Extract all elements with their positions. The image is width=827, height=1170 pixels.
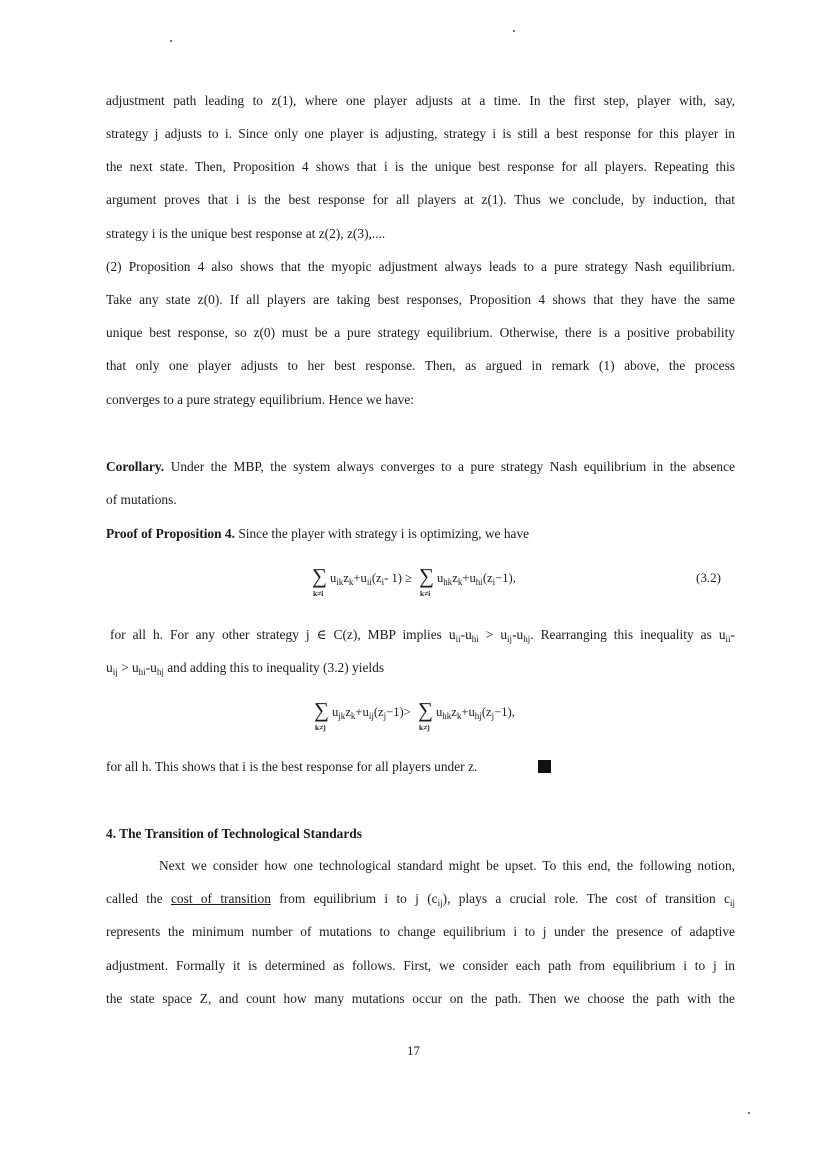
body-line: unique best response, so z(0) must be a pure strategy equilibrium. Otherwise, there is a positive probability — [106, 325, 735, 340]
equation-left-side: $u_{jk}z_k+u_{ij}(z_j-1)>$ — [332, 705, 411, 721]
scan-speck — [748, 1112, 750, 1114]
body-line: strategy i is the unique best response at z(2), z(3),.... — [106, 226, 386, 241]
sum-symbol: ∑ — [418, 698, 433, 722]
sum-symbol: ∑ — [314, 698, 329, 722]
equation-right-side: $u_{hk}z_k+u_{hj}(z_j-1)$, — [436, 705, 515, 721]
section-heading: 4. The Transition of Technological Standards — [106, 826, 362, 841]
body-line: called the cost of transition from equilibrium i to j $(c_{ij})$, plays a crucial role. The cost of transition $c_{ij}$ — [106, 891, 735, 908]
equation-right-side: $u_{hk}z_k+u_{hi}(z_i-1)$, — [437, 571, 516, 587]
qed-mark — [538, 760, 551, 773]
sum-index: k≠i — [313, 589, 324, 598]
corollary-label: Corollary. — [106, 459, 165, 474]
corollary-line: of mutations. — [106, 492, 177, 507]
sum-index: k≠j — [419, 723, 430, 732]
body-line: (2) Proposition 4 also shows that the myopic adjustment always leads to a pure strategy Nash equilibrium. — [106, 259, 735, 274]
sum-symbol: ∑ — [312, 564, 327, 588]
equation-number: (3.2) — [696, 570, 721, 585]
cost-of-transition-term: cost of transition — [170, 891, 271, 906]
body-line: Next we consider how one technological standard might be upset. To this end, the following notion, — [159, 858, 735, 873]
scan-speck — [170, 40, 172, 42]
page-number: 17 — [407, 1043, 420, 1058]
body-line: adjustment path leading to z(1), where one player adjusts at a time. In the first step, player with, say, — [106, 93, 735, 108]
equation-left-side: $u_{ik}z_k+u_{ii}(z_i-$ 1) ≥ — [330, 571, 413, 587]
body-line: the next state. Then, Proposition 4 shows that i is the unique best response for all players. Repeating this — [106, 159, 735, 174]
body-line: for all h. For any other strategy j ∈ C(z), MBP implies $u_{ii}-u_{hi} > u_{ij}-u_{hj}$. Rearranging this inequality as $u_{ii}-$ — [110, 627, 736, 644]
corollary-text: Under the MBP, the system always converges to a pure strategy Nash equilibrium in the absence — [170, 459, 735, 474]
body-line: argument proves that i is the best response for all players at z(1). Thus we conclude, by induction, that — [106, 192, 735, 207]
body-line: represents the minimum number of mutations to change equilibrium i to j under the presence of adaptive — [106, 924, 735, 939]
sum-index: k≠i — [420, 589, 431, 598]
body-line: adjustment. Formally it is determined as follows. First, we consider each path from equilibrium i to j in — [106, 958, 735, 973]
proof-text: Since the player with strategy i is optimizing, we have — [238, 526, 530, 541]
body-line: strategy j adjusts to i. Since only one player is adjusting, strategy i is still a best response for this player in — [106, 126, 735, 141]
body-line: that only one player adjusts to her best response. Then, as argued in remark (1) above, the process — [106, 358, 735, 373]
conclusion-line: for all h. This shows that i is the best response for all players under z. — [106, 759, 478, 774]
sum-symbol: ∑ — [419, 564, 434, 588]
body-line: $u_{ij} > u_{hi}-u_{hj}$ and adding this to inequality (3.2) yields — [106, 660, 385, 677]
sum-index: k≠j — [315, 723, 326, 732]
body-line: converges to a pure strategy equilibrium. Hence we have: — [106, 392, 414, 407]
proof-label: Proof of Proposition 4. — [106, 526, 235, 541]
corollary-line — [106, 458, 735, 476]
proof-line — [106, 525, 735, 543]
body-line: the state space Z, and count how many mutations occur on the path. Then we choose the path with the — [106, 991, 735, 1006]
scan-speck — [513, 30, 515, 32]
body-line: Take any state z(0). If all players are taking best responses, Proposition 4 shows that they have the same — [106, 292, 735, 307]
